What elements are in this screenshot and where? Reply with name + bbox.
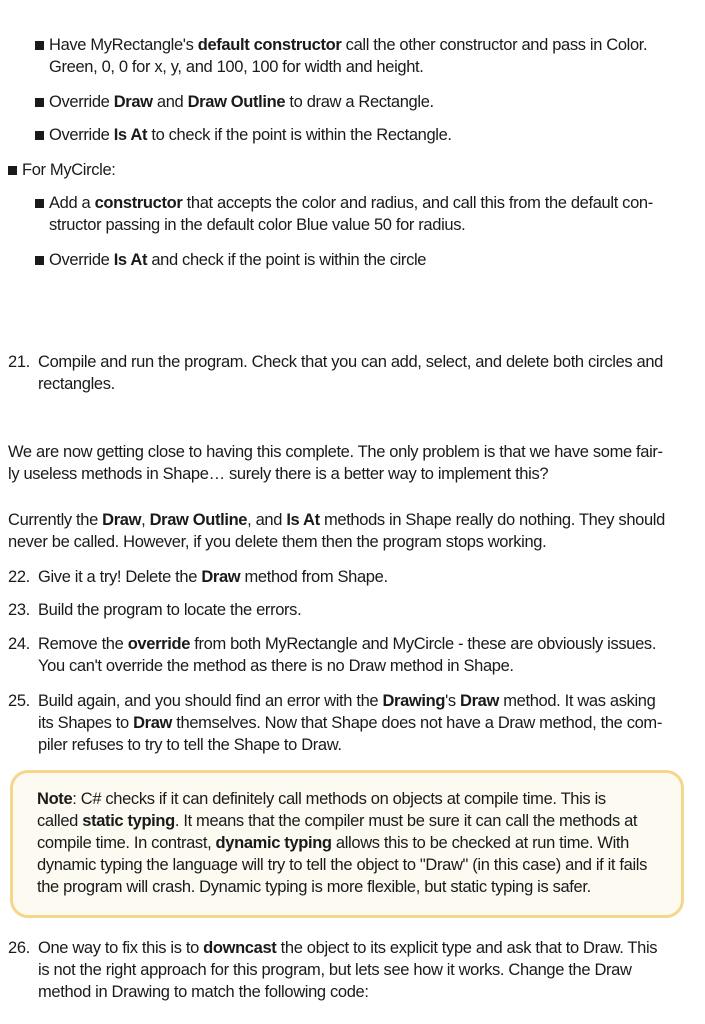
bullet-marker bbox=[8, 166, 17, 175]
step-number: 24. bbox=[8, 635, 30, 653]
step-24-text: Remove the override from both MyRectangle and MyCircle - these are obviously issues. You can't override the method as there is no Draw method in Shape. bbox=[38, 635, 657, 675]
bullet-marker bbox=[35, 256, 44, 265]
step-number: 22. bbox=[8, 568, 30, 586]
paragraph-methods-do-nothing: Currently the Draw, Draw Outline, and Is At methods in Shape really do nothing. They should never be called. However, if you delete them then the program stops working. bbox=[8, 511, 665, 551]
bullet-override-is-at-circle: Override Is At and check if the point is within the circle bbox=[49, 251, 427, 269]
bullet-override-draw: Override Draw and Draw Outline to draw a Rectangle. bbox=[49, 93, 434, 111]
note-text: Note: C# checks if it can definitely call methods on objects at compile time. This is called static typing. It means that the compiler must be sure it can call the methods at compile time. In contrast, dynamic typing allows this to be checked at run time. With dynamic typing the language will try to tell the object to "Draw" (in this case) and if it fails the program will crash. Dynamic typing is more flexible, but static typing is safer. bbox=[37, 790, 647, 896]
bullet-for-mycircle: For MyCircle: bbox=[22, 161, 116, 179]
bullet-add-constructor: Add a constructor that accepts the color and radius, and call this from the default con- structor passing in the default color Blue value 50 for radius. bbox=[49, 194, 653, 234]
step-25-text: Build again, and you should find an error with the Drawing's Draw method. It was asking its Shapes to Draw themselves. Now that Shape does not have a Draw method, the com- piler refuses to try to tell the Shape to Draw. bbox=[38, 692, 662, 754]
step-22-text: Give it a try! Delete the Draw method from Shape. bbox=[38, 568, 388, 586]
step-number: 23. bbox=[8, 601, 30, 619]
paragraph-close-to-complete: We are now getting close to having this complete. The only problem is that we have some fair- ly useless methods in Shape… surely there is a better way to implement this? bbox=[8, 443, 663, 483]
step-number: 25. bbox=[8, 692, 30, 710]
step-26-text: One way to fix this is to downcast the object to its explicit type and ask that to Draw. This is not the right approach for this program, but lets see how it works. Change the Draw method in Drawing to match the following code: bbox=[38, 939, 658, 1001]
bullet-marker bbox=[35, 41, 44, 50]
step-number: 21. bbox=[8, 353, 30, 371]
bullet-override-is-at-rect: Override Is At to check if the point is within the Rectangle. bbox=[49, 126, 452, 144]
step-23-text: Build the program to locate the errors. bbox=[38, 601, 302, 619]
bullet-marker bbox=[35, 98, 44, 107]
bullet-default-constructor: Have MyRectangle's default constructor call the other constructor and pass in Color. Green, 0, 0 for x, y, and 100, 100 for width and height. bbox=[49, 36, 648, 76]
step-number: 26. bbox=[8, 939, 30, 957]
bullet-marker bbox=[35, 131, 44, 140]
step-21-text: Compile and run the program. Check that you can add, select, and delete both circles and rectangles. bbox=[38, 353, 664, 393]
bullet-marker bbox=[35, 199, 44, 208]
